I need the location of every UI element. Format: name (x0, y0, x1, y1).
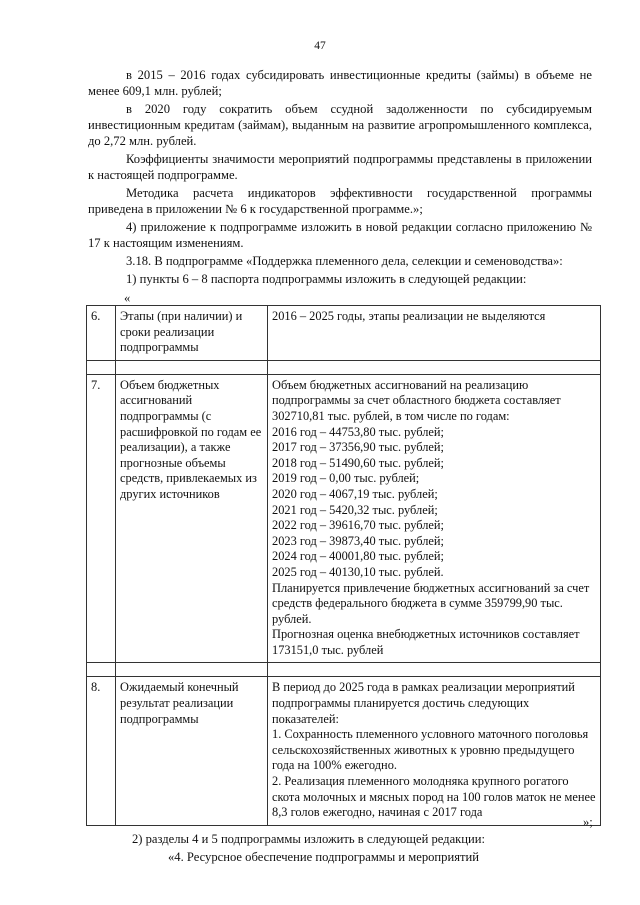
content-line: Объем бюджетных ассигнований на реализацию подпрограммы за счет областного бюджета составляет 302710,81 тыс. рублей, в том числе по годам: (272, 377, 561, 423)
paragraph: Коэффициенты значимости мероприятий подпрограммы представлены в приложении к настоящей подпрограмме. (88, 152, 592, 182)
content-line: Планируется привлечение бюджетных ассигнований за счет средств федерального бюджета в сумме 359799,90 тыс. рублей. (272, 580, 590, 626)
row-content (268, 306, 601, 361)
content-line: 2020 год – 4067,19 тыс. рублей; (272, 486, 438, 501)
paragraph: 1) пункты 6 – 8 паспорта подпрограммы изложить в следующей редакции: (126, 272, 527, 286)
section-heading: «4. Ресурсное обеспечение подпрограммы и мероприятий (168, 850, 479, 864)
paragraph: Методика расчета индикаторов эффективности государственной программы приведена в приложении № 6 к государственной программе.»; (88, 186, 592, 216)
row-number: 7. (87, 374, 116, 663)
content-line: 2022 год – 39616,70 тыс. рублей; (272, 518, 444, 533)
page-number: 47 (314, 40, 326, 52)
row-content (268, 374, 601, 663)
content-line: 1. Сохранность племенного условного маточного поголовья сельскохозяйственных животных к уровню предыдущего года на 100% ежегодно. (272, 727, 589, 773)
content-line: Прогнозная оценка внебюджетных источников составляет 173151,0 тыс. рублей (272, 627, 580, 657)
content-line: 2019 год – 0,00 тыс. рублей; (272, 471, 420, 486)
paragraph: в 2015 – 2016 годах субсидировать инвестиционные кредиты (займы) в объеме не менее 609,1 млн. рублей; (88, 68, 592, 98)
content-line: 2021 год – 5420,32 тыс. рублей; (272, 502, 438, 517)
bottom-text (88, 831, 592, 865)
paragraph: в 2020 году сократить объем ссудной задолженности по субсидируемым инвестиционным кредитам (займам), выданным на развитие агропромышленного комплекса, до 2,72 млн. рублей. (88, 102, 592, 148)
paragraph: 3.18. В подпрограмме «Поддержка племенного дела, селекции и семеноводства»: (126, 254, 563, 268)
row-number: 6. (87, 306, 116, 361)
row-content (268, 677, 601, 825)
row-label: Этапы (при наличии) и сроки реализации подпрограммы (116, 306, 268, 361)
content-line: 2024 год – 40001,80 тыс. рублей; (272, 549, 444, 564)
table-row (87, 374, 601, 663)
content-line: 2. Реализация племенного молодняка крупного рогатого скота молочных и мясных пород на 100 голов маток не менее 8,3 голов ежегодно, начиная с 2017 года (272, 774, 596, 820)
content-line: 2016 – 2025 годы, этапы реализации не выделяются (272, 309, 546, 323)
quote-close: »; (583, 815, 593, 829)
table-row (87, 306, 601, 361)
content-line: 2018 год – 51490,60 тыс. рублей; (272, 455, 444, 470)
content-line: 2023 год – 39873,40 тыс. рублей; (272, 533, 444, 548)
content-line: 2025 год – 40130,10 тыс. рублей. (272, 564, 444, 579)
content-line: В период до 2025 года в рамках реализации мероприятий подпрограммы планируется достичь следующих показателей: (272, 680, 575, 726)
paragraph: 2) разделы 4 и 5 подпрограммы изложить в следующей редакции: (132, 832, 486, 846)
content-line: 2016 год – 44753,80 тыс. рублей; (272, 424, 444, 439)
content-line: 2017 год – 37356,90 тыс. рублей; (272, 440, 444, 455)
table-row (87, 677, 601, 825)
row-number: 8. (87, 677, 116, 825)
row-label: Объем бюджетных ассигнований подпрограммы (с расшифровкой по годам ее реализации), а также прогнозные объемы средств, привлекаемых из других источников (116, 374, 268, 663)
body-text (88, 67, 592, 287)
passport-table (86, 305, 601, 826)
row-label: Ожидаемый конечный результат реализации подпрограммы (116, 677, 268, 825)
paragraph: 4) приложение к подпрограмме изложить в новой редакции согласно приложению № 17 к настоящим изменениям. (88, 220, 592, 250)
quote-open: « (124, 291, 131, 305)
